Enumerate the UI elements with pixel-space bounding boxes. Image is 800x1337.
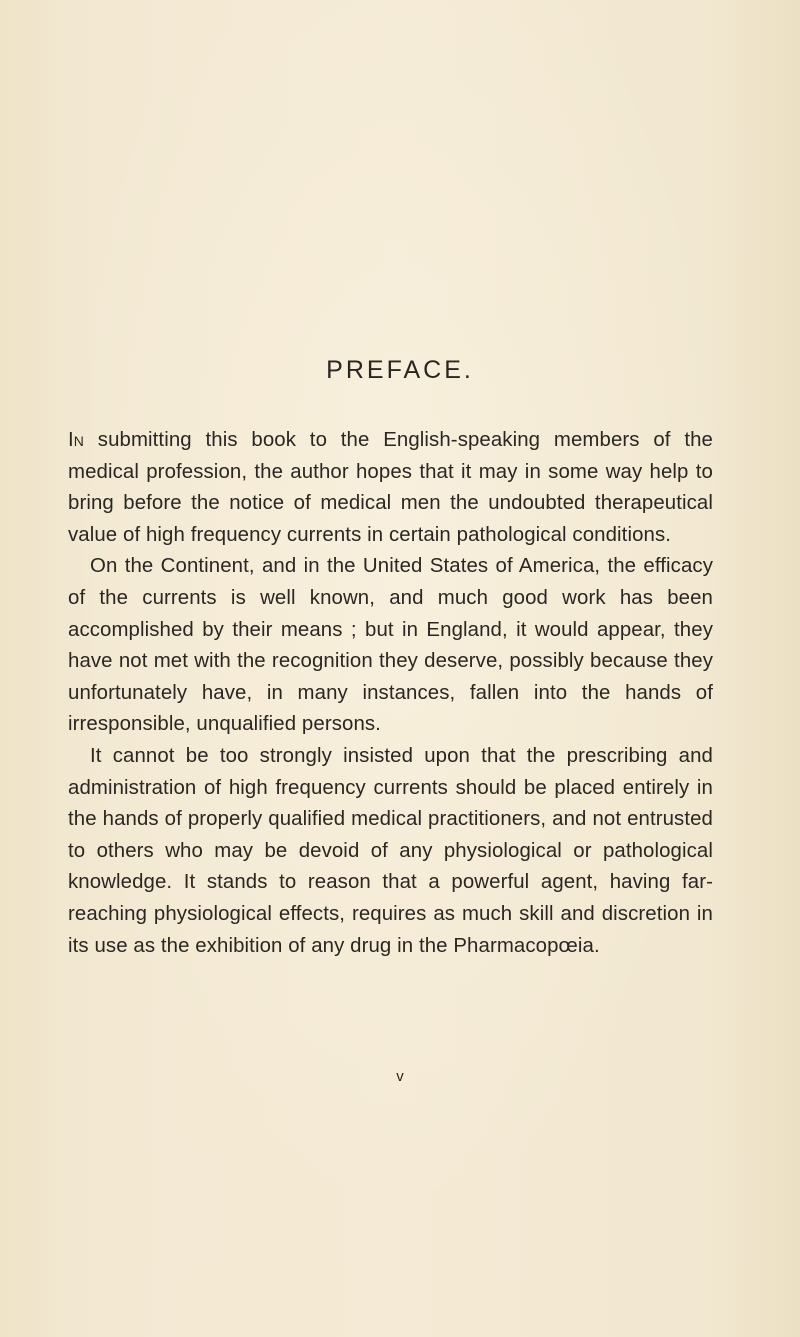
paragraph-1-rest: submitting this book to the English-speaking members of the medical profession, the author hopes that it may in some way help to bring before the notice of medical men the undoubted therapeutical value of high frequency currents in certain pathological conditions. [68, 429, 713, 546]
paragraph-1-lead: In [68, 429, 84, 451]
page-number: v [396, 1068, 404, 1085]
paragraph-2: On the Continent, and in the United States of America, the efficacy of the currents is well known, and much good work has been accomplished by their means ; but in England, it would appear, they have not met with the recognition they deserve, possibly because they unfortunately have, in many instances, fallen into the hands of irresponsible, unqualified persons. [68, 555, 713, 736]
paragraph-1 [68, 425, 713, 551]
preface-body [68, 425, 713, 962]
paragraph-3: It cannot be too strongly insisted upon that the prescribing and administration of high frequency currents should be placed entirely in the hands of properly qualified medical practitioners, and not entrusted to others who may be devoid of any physiological or pathological knowledge. It stands to reason that a powerful agent, having far-reaching physiological effects, requires as much skill and discretion in its use as the exhibition of any drug in the Pharmacopœia. [68, 744, 713, 957]
page-title: PREFACE. [326, 356, 474, 384]
